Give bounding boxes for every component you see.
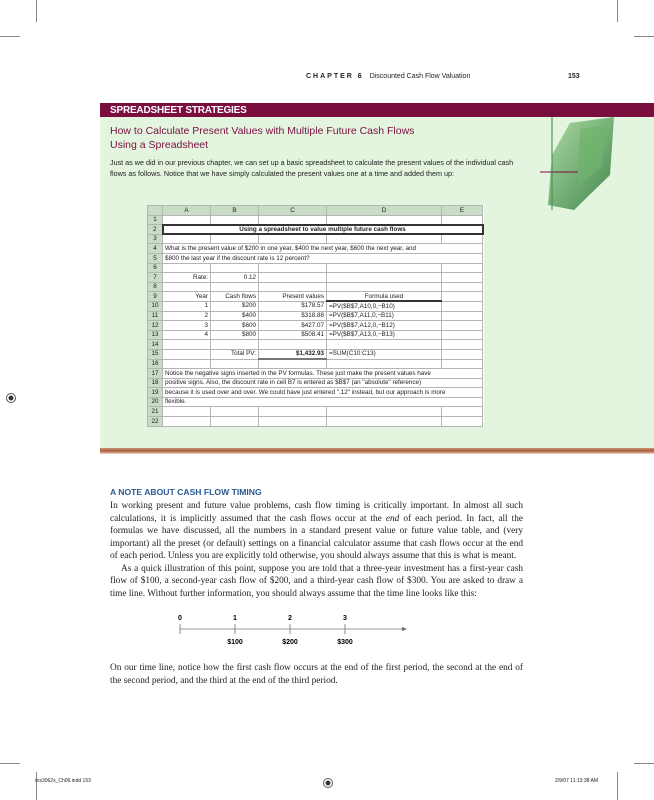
cell: $400 [211, 311, 259, 321]
cell: $178.57 [259, 301, 327, 311]
row-number: 4 [148, 244, 163, 254]
cell [327, 340, 442, 350]
chapter-title: Discounted Cash Flow Valuation [369, 73, 471, 80]
cell: $600 [211, 321, 259, 331]
row-number: 10 [148, 301, 163, 311]
box-title: How to Calculate Present Values with Multiple Future Cash Flows Using a Spreadsheet [110, 125, 415, 151]
cell [163, 349, 211, 359]
spreadsheet-table [147, 205, 484, 427]
cell: =PV($B$7,A12,0,−B12) [327, 321, 442, 331]
cell: $200 [211, 301, 259, 311]
spreadsheet-row [148, 215, 483, 225]
cell: =PV($B$7,A11,0,−B11) [327, 311, 442, 321]
box-banner: SPREADSHEET STRATEGIES [100, 103, 654, 117]
note-text: Notice the negative signs inserted in the PV formulas. These just make the present values have [163, 369, 483, 379]
row-number: 3 [148, 234, 163, 244]
cell [259, 282, 327, 292]
note-text: because it is used over and over. We could have just entered ".12" instead, but our approach is more [163, 388, 483, 398]
footer-filename: ros3062x_Ch06.indd 153 [35, 778, 91, 784]
cell [259, 234, 327, 244]
period-label: 0 [178, 615, 182, 622]
cell [442, 301, 483, 311]
cell [442, 282, 483, 292]
spreadsheet-row [148, 378, 483, 388]
row-number: 15 [148, 349, 163, 359]
cell [259, 263, 327, 273]
period-label: 1 [233, 615, 237, 622]
spreadsheet-row [148, 369, 483, 379]
cell [327, 263, 442, 273]
cell [211, 215, 259, 225]
cell: 0.12 [211, 273, 259, 283]
spreadsheet-row [148, 225, 483, 235]
cell: Total PV: [211, 349, 259, 359]
cash-flow-label: $300 [337, 639, 353, 646]
cell [163, 234, 211, 244]
cell [163, 407, 211, 417]
spreadsheet-row [148, 397, 483, 407]
cell: $427.07 [259, 321, 327, 331]
period-label: 2 [288, 615, 292, 622]
cell [259, 215, 327, 225]
cell: Rate: [163, 273, 211, 283]
time-line-diagram [170, 610, 420, 650]
paragraph: On our time line, notice how the first cash flow occurs at the end of the first period, the second at the end of the second period, and the third at the end of the third period. [110, 663, 523, 686]
cell [211, 359, 259, 369]
row-number: 16 [148, 359, 163, 369]
spreadsheet-row [148, 388, 483, 398]
cell [442, 292, 483, 302]
chapter-label: CHAPTER 6 [306, 73, 364, 80]
cash-flow-label: $200 [282, 639, 298, 646]
cell [259, 340, 327, 350]
cell [442, 311, 483, 321]
cell [442, 215, 483, 225]
cell: 1 [163, 301, 211, 311]
page-number: 153 [568, 73, 580, 80]
cell [442, 263, 483, 273]
cell: 4 [163, 330, 211, 340]
main-text-column [110, 487, 523, 687]
cell [163, 359, 211, 369]
arrow-head-icon [402, 627, 407, 631]
footer-timestamp: 2/9/07 11:13:38 AM [555, 778, 598, 784]
cell [259, 359, 327, 369]
corner-cell [148, 206, 163, 216]
cell [442, 349, 483, 359]
spreadsheet-row [148, 253, 483, 263]
column-header: A [163, 206, 211, 216]
cell [259, 417, 327, 427]
cell [327, 273, 442, 283]
cell: =SUM(C10:C13) [327, 349, 442, 359]
cell: 3 [163, 321, 211, 331]
row-number: 6 [148, 263, 163, 273]
spreadsheet-row [148, 359, 483, 369]
note-text: flexible. [163, 397, 483, 407]
box-intro: Just as we did in our previous chapter, we can set up a basic spreadsheet to calculate the present values of the individual cash flows as follows. Notice that we have simply calculated the present values one at a time and added them up: [110, 158, 514, 178]
cell [327, 359, 442, 369]
row-number: 13 [148, 330, 163, 340]
cell [211, 234, 259, 244]
section-heading: A NOTE ABOUT CASH FLOW TIMING [110, 487, 262, 497]
cell [211, 263, 259, 273]
cell [442, 321, 483, 331]
note-text: positive signs. Also, the discount rate in cell B7 is entered as $B$7 (an "absolute" reference) [163, 378, 483, 388]
row-number: 21 [148, 407, 163, 417]
cell [163, 282, 211, 292]
row-number: 18 [148, 378, 163, 388]
crop-mark [36, 772, 37, 800]
cell: 2 [163, 311, 211, 321]
spreadsheet-row [148, 311, 483, 321]
spreadsheet-row [148, 301, 483, 311]
text: of each period. In fact, all the formulas we have discussed, all the numbers in a standard present value or future value table, and (very important) all the preset (or default) settings on a financial calculator assume that cash flows occur at the end of each period. Unless you are explicitly told otherwise, you should always assume that this is what is meant. [110, 513, 523, 561]
cell [163, 417, 211, 427]
spreadsheet-row [148, 234, 483, 244]
cell [442, 234, 483, 244]
spreadsheet-row [148, 340, 483, 350]
spreadsheet-row [148, 349, 483, 359]
spreadsheet-row [148, 330, 483, 340]
crop-mark [634, 763, 654, 764]
row-number: 14 [148, 340, 163, 350]
row-number: 11 [148, 311, 163, 321]
cell [442, 407, 483, 417]
cell [163, 215, 211, 225]
row-number: 5 [148, 253, 163, 263]
box-bottom-rule [100, 448, 654, 454]
cell: Formula used [327, 292, 442, 302]
cell [327, 407, 442, 417]
cell [163, 340, 211, 350]
crop-mark [634, 36, 654, 37]
running-header [306, 73, 470, 80]
registration-mark-icon [6, 393, 16, 403]
cell [327, 234, 442, 244]
row-number: 2 [148, 225, 163, 235]
cell [211, 417, 259, 427]
cell: $508.41 [259, 330, 327, 340]
column-header: E [442, 206, 483, 216]
crop-mark [0, 763, 20, 764]
cell [327, 282, 442, 292]
row-number: 22 [148, 417, 163, 427]
cell: =PV($B$7,A10,0,−B10) [327, 301, 442, 311]
registration-mark-icon [323, 778, 333, 788]
spreadsheet-row [148, 292, 483, 302]
cell: Cash flows [211, 292, 259, 302]
paragraph: As a quick illustration of this point, suppose you are told that a three-year investment has a first-year cash flow of $100, a second-year cash flow of $200, and a third-year cash flow of $300. You are asked to draw a time line. Without further information, you should always assume that the time line looks like this: [110, 563, 523, 599]
crop-mark [617, 772, 618, 800]
cell [442, 330, 483, 340]
cell [442, 340, 483, 350]
cell [259, 407, 327, 417]
column-header: B [211, 206, 259, 216]
cell: $800 [211, 330, 259, 340]
row-number: 1 [148, 215, 163, 225]
row-number: 12 [148, 321, 163, 331]
cell: $1,432.93 [259, 349, 327, 359]
row-number: 17 [148, 369, 163, 379]
cell [442, 359, 483, 369]
spreadsheet-title: Using a spreadsheet to value multiple future cash flows [163, 225, 483, 235]
column-header-row [148, 206, 483, 216]
paragraph [110, 500, 523, 563]
cell: $318.88 [259, 311, 327, 321]
cell: =PV($B$7,A13,0,−B13) [327, 330, 442, 340]
row-number: 20 [148, 397, 163, 407]
cell: Present values [259, 292, 327, 302]
row-number: 7 [148, 273, 163, 283]
cell: Year [163, 292, 211, 302]
spreadsheet-row [148, 273, 483, 283]
column-header: D [327, 206, 442, 216]
cell [163, 263, 211, 273]
question-text: What is the present value of $200 in one year, $400 the next year, $600 the next year, and [163, 244, 483, 254]
cell [327, 215, 442, 225]
text: In working present and future value problems, cash flow timing is critically important. In almost all such calculations, it is implicitly assumed that the cash flows occur at the [110, 501, 523, 524]
row-number: 8 [148, 282, 163, 292]
crop-mark [0, 36, 20, 37]
cell [327, 417, 442, 427]
column-header: C [259, 206, 327, 216]
spreadsheet-row [148, 321, 483, 331]
cell [211, 407, 259, 417]
spreadsheet-decoration-icon [540, 115, 616, 213]
cell [211, 340, 259, 350]
cell [442, 273, 483, 283]
spreadsheet-row [148, 417, 483, 427]
cell [442, 417, 483, 427]
question-text: $800 the last year if the discount rate is 12 percent? [163, 253, 483, 263]
cell [211, 282, 259, 292]
spreadsheet-row [148, 244, 483, 254]
spreadsheet-row [148, 263, 483, 273]
emphasis: end [385, 513, 400, 524]
spreadsheet-row [148, 407, 483, 417]
row-number: 9 [148, 292, 163, 302]
crop-mark [36, 0, 37, 22]
spreadsheet-row [148, 282, 483, 292]
period-label: 3 [343, 615, 347, 622]
crop-mark [617, 0, 618, 22]
cell [259, 273, 327, 283]
row-number: 19 [148, 388, 163, 398]
cash-flow-label: $100 [227, 639, 243, 646]
